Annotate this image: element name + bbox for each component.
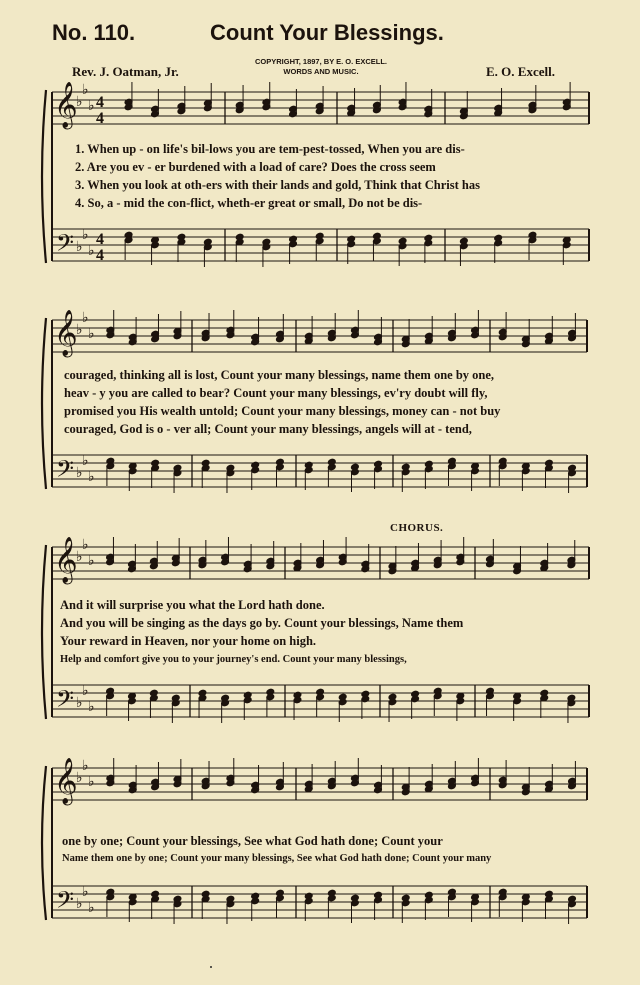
lyricist: Rev. J. Oatman, Jr. — [72, 64, 179, 79]
flat-icon: ♭ — [88, 699, 95, 715]
flat-icon: ♭ — [88, 553, 95, 569]
verse-3-line: promised you His wealth untold; Count your many blessings, money can - not buy — [64, 404, 501, 418]
hymn-number: No. 110. — [52, 20, 136, 45]
flat-icon: ♭ — [76, 896, 83, 912]
treble-clef-icon: 𝄞 — [54, 310, 78, 356]
flat-icon: ♭ — [82, 453, 89, 469]
bass-clef-icon: 𝄢 — [56, 685, 75, 718]
treble-clef-icon: 𝄞 — [54, 758, 78, 804]
flat-icon: ♭ — [88, 98, 95, 114]
chorus-label: CHORUS. — [390, 522, 444, 534]
system-brace — [42, 545, 46, 719]
bass-clef-icon: 𝄢 — [56, 229, 75, 262]
treble-clef-icon: 𝄞 — [54, 82, 78, 128]
flat-icon: ♭ — [82, 227, 89, 243]
flat-icon: ♭ — [82, 758, 89, 774]
flat-icon: ♭ — [82, 82, 89, 98]
chorus-bass-line: Name them one by one; Count your many blessings, See what God hath done; Count your many — [62, 853, 492, 864]
verse-3-line: Your reward in Heaven, nor your home on high. — [60, 634, 317, 648]
flat-icon: ♭ — [88, 469, 95, 485]
flat-icon: ♭ — [82, 884, 89, 900]
copyright-subline: WORDS AND MUSIC. — [283, 67, 359, 76]
chorus-soprano-line: one by one; Count your blessings, See what God hath done; Count your — [62, 834, 443, 848]
flat-icon: ♭ — [76, 695, 83, 711]
flat-icon: ♭ — [76, 239, 83, 255]
time-signature: 4 — [96, 94, 104, 111]
verse-2-line: heav - y you are called to bear? Count your many blessings, ev'ry doubt will fly, — [64, 386, 488, 400]
verse-1-line: 1. When up - on life's bil-lows you are tem-pest-tossed, When you are dis- — [75, 142, 465, 156]
flat-icon: ♭ — [82, 310, 89, 326]
copyright-line: COPYRIGHT, 1897, BY E. O. EXCELL. — [255, 57, 387, 66]
flat-icon: ♭ — [82, 683, 89, 699]
flat-icon: ♭ — [82, 537, 89, 553]
verse-2-line: And you will be singing as the days go by. Count your blessings, Name them — [60, 616, 464, 630]
verse-2-line: 2. Are you ev - er burdened with a load of care? Does the cross seem — [75, 160, 436, 174]
verse-1-line: And it will surprise you what the Lord hath done. — [60, 598, 325, 612]
verse-4-line: 4. So, a - mid the con-flict, wheth-er great or small, Do not be dis- — [75, 196, 423, 210]
verse-1-line: couraged, thinking all is lost, Count your many blessings, name them one by one, — [64, 368, 495, 382]
hymn-title: Count Your Blessings. — [210, 20, 444, 45]
treble-clef-icon: 𝄞 — [54, 537, 78, 583]
flat-icon: ♭ — [88, 900, 95, 916]
page-speck — [210, 966, 212, 968]
verse-4-line: Help and comfort give you to your journey's end. Count your many blessings, — [60, 654, 407, 665]
system-brace — [42, 766, 46, 920]
bass-clef-icon: 𝄢 — [56, 886, 75, 919]
verse-3-line: 3. When you look at oth-ers with their lands and gold, Think that Christ has — [75, 178, 480, 192]
flat-icon: ♭ — [76, 549, 83, 565]
time-signature: 4 — [96, 247, 104, 264]
verse-4-line: couraged, God is o - ver all; Count your many blessings, angels will at - tend, — [64, 422, 472, 436]
time-signature: 4 — [96, 231, 104, 248]
flat-icon: ♭ — [76, 322, 83, 338]
flat-icon: ♭ — [76, 465, 83, 481]
system-brace — [42, 318, 46, 489]
flat-icon: ♭ — [88, 326, 95, 342]
time-signature: 4 — [96, 110, 104, 127]
flat-icon: ♭ — [76, 94, 83, 110]
flat-icon: ♭ — [88, 774, 95, 790]
system-brace — [42, 90, 46, 263]
bass-clef-icon: 𝄢 — [56, 455, 75, 488]
flat-icon: ♭ — [88, 243, 95, 259]
composer: E. O. Excell. — [486, 64, 555, 79]
flat-icon: ♭ — [76, 770, 83, 786]
